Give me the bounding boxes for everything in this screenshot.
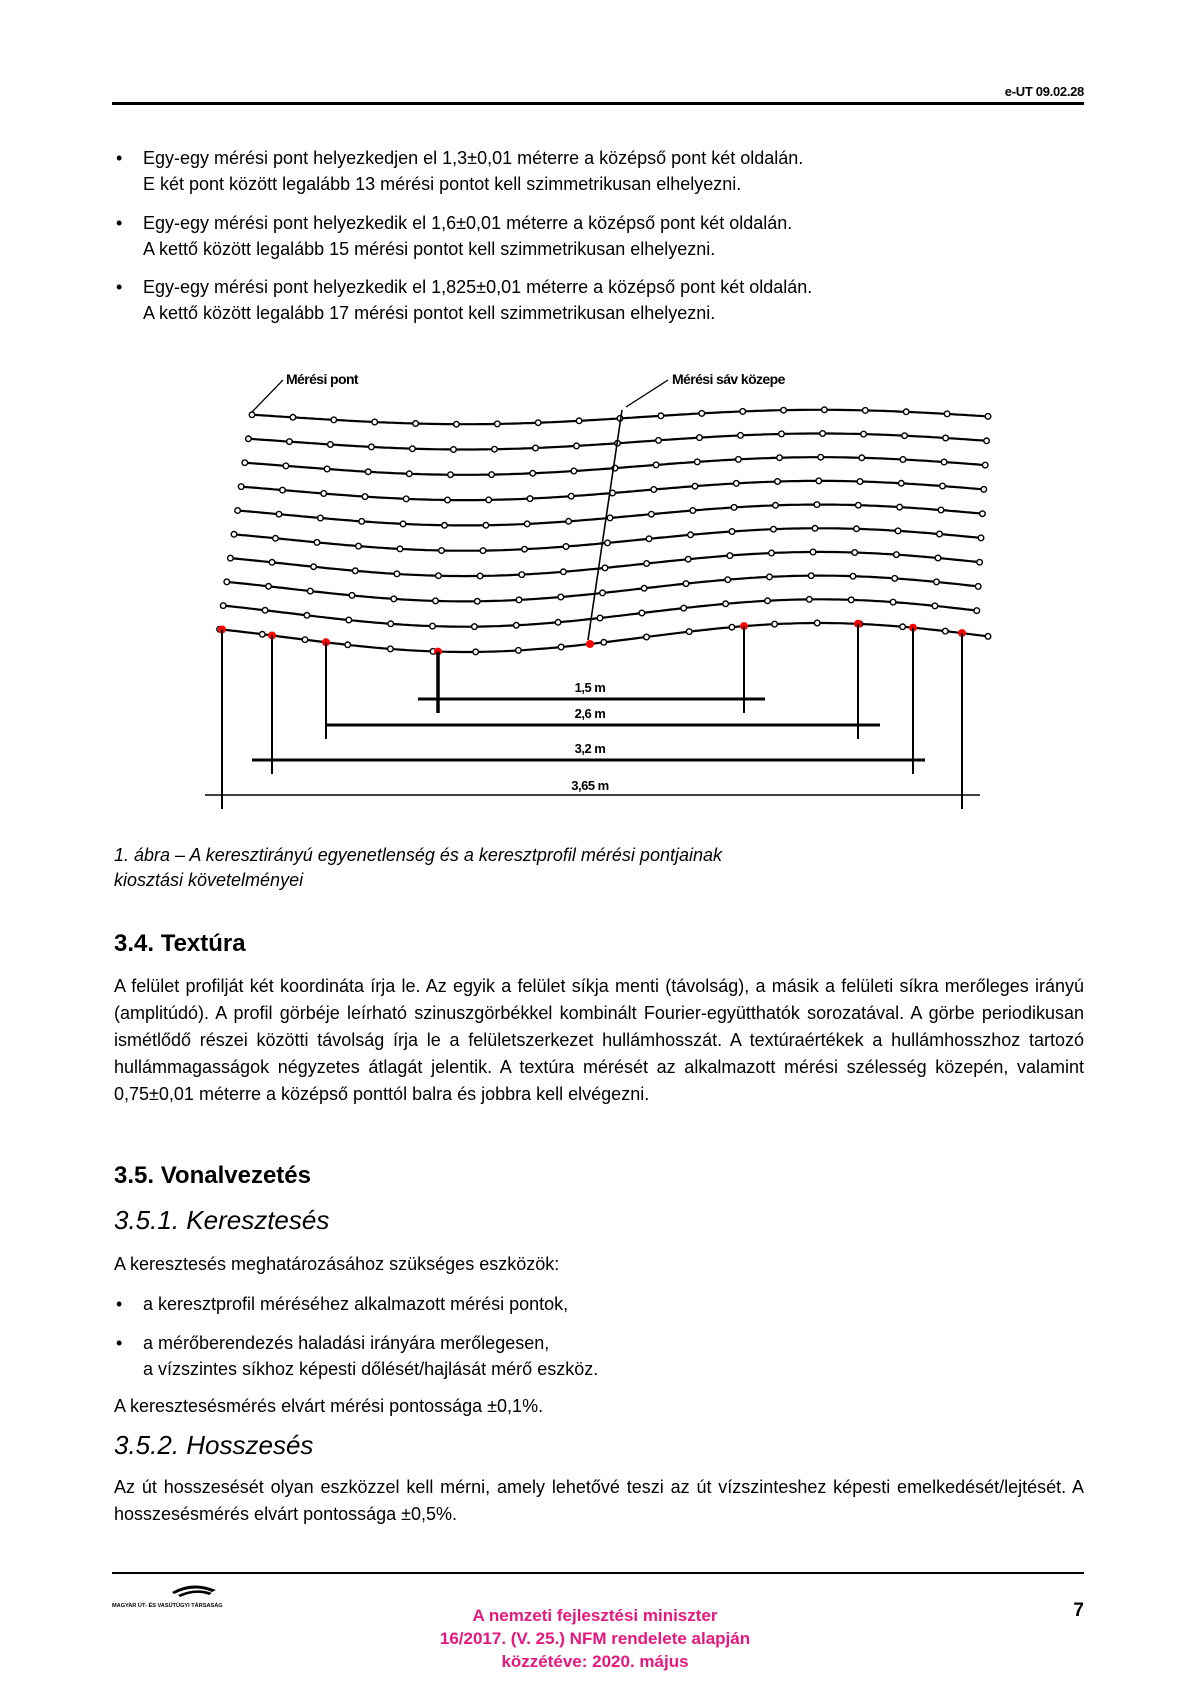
measuring-point [812,526,818,532]
measuring-point [276,511,282,517]
measuring-point [260,632,266,638]
crossfall-accuracy: A keresztesésmérés elvárt mérési pontossága ±0,1%. [114,1396,544,1416]
measuring-point [779,431,785,437]
measuring-point [266,584,272,590]
measuring-point [981,487,987,493]
measuring-point [524,521,530,527]
measuring-point [985,414,991,420]
measuring-point [731,505,737,511]
subsection-title-crossfall: 3.5.1. Keresztesés [114,1205,330,1235]
measuring-point [646,536,652,542]
measuring-point [324,466,330,472]
measuring-point [311,564,317,570]
measuring-point [304,613,310,619]
measuring-point [514,623,520,629]
measuring-point [695,459,701,465]
measuring-point [814,502,820,508]
measuring-point [302,637,308,643]
measuring-point [985,634,991,640]
measuring-point [861,431,867,437]
measuring-point [781,407,787,413]
footer-rule [112,1572,1084,1574]
svg-text:MAGYAR ÚT- ÉS VASÚTÜGYI TÁRSAS: MAGYAR ÚT- ÉS VASÚTÜGYI TÁRSASÁG [112,1603,223,1609]
measuring-point [729,529,735,535]
measuring-point [436,573,442,579]
dimension-label: 2,6 m [574,706,606,721]
texture-paragraph: A felület profilját két koordináta írja le. Az egyik a felület síkja menti (távolság), a másik a felületi síkra merőleges irányú (amplitúdó). A profil görbéje leírható szinuszgörbékkel kombinált Fourier-együtthatók sorozatával. A görbe periodikusan ismétlődő részei közötti távolság írja le a felületszerkezet hullámhosszát. A textúraértékek a hullámhosszhoz tartozó hullámmagasságok négyzetes átlagát jelentik. A textúra mérését az alkalmazott mérési szélesség közepén, valamint 0,75±0,01 méterre a középső ponttól balra és jobbra kell elvégezni. [114,976,1084,1104]
measuring-point [649,511,655,517]
measuring-point [492,446,498,452]
measuring-point [477,573,483,579]
measuring-point [489,472,495,478]
measuring-point [775,479,781,485]
measuring-point [527,496,533,502]
measuring-point [410,446,416,452]
measuring-point [699,411,705,417]
measuring-point [685,556,691,562]
measuring-point [814,620,820,626]
measuring-point [727,553,733,559]
measuring-point [602,565,608,571]
section-title-alignment: 3.5. Vonalvezetés [114,1162,311,1189]
subsection-title-longitudinal-slope: 3.5.2. Hosszesés [114,1430,314,1460]
measuring-point [442,523,448,529]
measuring-point [246,436,252,442]
measuring-point [495,421,501,427]
dimension-label: 3,65 m [571,778,609,793]
selected-measuring-point [586,640,594,648]
measuring-point [308,588,314,594]
list-item: • Egy-egy mérési pont helyezkedik el 1,825±0,01 méterre a középső pont két oldalán. A kettő között legalább 17 mérési pontot kell szimmetrikusan elhelyezni. [116,277,813,323]
measuring-point [941,459,947,465]
measuring-point [773,503,779,509]
measuring-point [725,577,731,583]
measuring-point [475,599,481,605]
measuring-point [242,460,248,466]
measuring-point [331,417,337,423]
measuring-point [820,431,826,437]
longitudinal-slope-paragraph: Az út hosszesését olyan eszközzel kell mérni, amely lehetővé teszi az út vízszinteshez képesti emelkedését/lejtését. A hosszesésmérés elvárt pontossága ±0,5%. [114,1477,1084,1524]
measuring-point [688,532,694,538]
measuring-point [605,540,611,546]
measuring-point [519,572,525,578]
measuring-point [346,617,352,623]
measuring-point [273,536,279,542]
measuring-point [938,507,944,513]
measuring-point [349,593,355,599]
measuring-point [974,608,980,614]
measuring-point [397,546,403,552]
measuring-point [472,624,478,630]
measuring-point [249,412,255,418]
measuring-point [975,584,981,590]
measuring-point [318,515,324,521]
measuring-point [900,624,906,630]
measuring-point [943,628,949,634]
measuring-point [944,411,950,417]
measuring-point [600,590,606,596]
measuring-point [736,457,742,463]
measuring-point [566,519,572,525]
measuring-point [597,615,603,621]
measuring-point [900,457,906,463]
measuring-point [345,642,351,648]
document-code: e-UT 09.02.28 [1004,84,1084,99]
measuring-point [651,487,657,493]
measuring-point [980,511,986,517]
measuring-point [473,649,479,655]
measuring-point [439,548,445,554]
measuring-point [856,502,862,508]
measuring-point [850,573,856,579]
measuring-point [808,573,814,579]
measuring-point [734,481,740,487]
measuring-point [407,471,413,477]
measuring-point [810,549,816,555]
page-number: 7 [1073,1600,1084,1621]
measuring-point [769,550,775,556]
measuring-point [639,610,645,616]
measuring-point [848,597,854,603]
strip-center-label: Mérési sáv közepe [672,371,785,387]
measuring-point [228,555,234,561]
measuring-point [558,594,564,600]
measuring-point [558,644,564,650]
measuring-point [231,532,237,538]
measuring-point [644,634,650,640]
measuring-point [451,447,457,453]
measuring-point [235,508,241,514]
list-item: • a mérőberendezés haladási irányára merőlegesen, a vízszintes síkhoz képesti dőlését/hajlását mérő eszköz. [116,1333,599,1379]
measuring-point [262,608,268,614]
measuring-point [683,581,689,587]
measuring-point [483,523,489,529]
measuring-point [692,483,698,489]
measuring-point [658,413,664,419]
measuring-point [454,421,460,427]
measuring-point [369,444,375,450]
measuring-point [771,526,777,532]
measuring-point [852,550,858,556]
measuring-point [937,531,943,537]
measuring-point [372,419,378,425]
measuring-point [977,559,983,565]
measuring-point [899,481,905,487]
measuring-point [601,640,607,646]
measuring-point [641,586,647,592]
measuring-point [644,561,650,567]
measuring-point [555,620,561,626]
measuring-point [563,544,569,550]
measuring-point [574,443,580,449]
measuring-point [729,624,735,630]
measuring-point [897,504,903,510]
profile-line [234,528,978,550]
measuring-point [522,546,528,552]
measuring-point [321,491,327,497]
list-item: • a keresztprofil méréséhez alkalmazott mérési pontok, [116,1294,569,1314]
measuring-point [394,571,400,577]
measuring-point [516,597,522,603]
measuring-point [772,621,778,627]
measuring-point [430,623,436,629]
measuring-point [220,603,226,609]
measuring-point [984,438,990,444]
measuring-point [238,484,244,490]
measuring-point [894,552,900,558]
measuring-point [283,463,289,469]
measurement-points-figure [0,0,1190,840]
measuring-point [934,579,940,585]
measuring-point [697,435,703,441]
measuring-point [328,442,334,448]
measuring-point [290,415,296,421]
measuring-point [433,598,439,604]
measuring-point [533,445,539,451]
measuring-point [571,468,577,474]
measuring-point [686,629,692,635]
measuring-point [859,455,865,461]
measuring-point [818,454,824,460]
crossfall-intro: A keresztesés meghatározásához szükséges eszközök: [114,1254,560,1274]
measuring-point [388,646,394,652]
measuring-point [400,521,406,527]
measuring-point [413,421,419,427]
measuring-point [448,472,454,478]
profile-line [220,623,988,652]
measuring-point [353,568,359,574]
measuring-point [777,455,783,461]
measuring-point [765,598,771,604]
measuring-point [943,435,949,441]
measuring-point [362,494,368,500]
measuring-point [902,433,908,439]
dimension-label: 3,2 m [574,741,606,756]
measuring-point [656,438,662,444]
measuring-point [365,469,371,475]
list-item: • Egy-egy mérési pont helyezkedik el 1,6±0,01 méterre a középső pont két oldalán. A kettő között legalább 15 mérési pontot kell szimmetrikusan elhelyezni. [116,213,793,259]
measuring-point [568,493,574,499]
measuring-point [681,605,687,611]
measuring-point [359,519,365,525]
measuring-point [723,601,729,607]
measuring-point [516,648,522,654]
measuring-point [224,579,230,585]
measuring-point [269,560,275,566]
measuring-point [935,555,941,561]
measuring-point [356,543,362,549]
measuring-point [863,408,869,414]
measuring-point [857,479,863,485]
measuring-point [854,526,860,532]
measuring-point [391,596,397,602]
list-item: • Egy-egy mérési pont helyezkedjen el 1,3±0,01 méterre a középső pont két oldalán. E két pont között legalább 13 mérési pontot kell szimmetrikusan elhelyezni. [116,148,804,194]
measuring-point [738,433,744,439]
measuring-point [287,439,293,445]
profile-line [227,576,975,602]
measuring-point [561,569,567,575]
dimension-label: 1,5 m [574,680,606,695]
measuring-point [445,497,451,503]
measuring-point [653,462,659,468]
measuring-point [932,603,938,609]
measuring-point [982,462,988,468]
measuring-point [822,407,828,413]
measuring-point [280,487,286,493]
measuring-point [807,597,813,603]
measuring-point [607,515,613,521]
measuring-point [314,540,320,546]
measuring-point [903,409,909,415]
measuring-point [940,483,946,489]
measuring-point [576,418,582,424]
publication-notice: A nemzeti fejlesztési miniszter 16/2017. (V. 25.) NFM rendelete alapján közzétéve: 2020. május [439,1606,751,1671]
profile-line [230,552,978,576]
measuring-point [892,576,898,582]
section-title-texture: 3.4. Textúra [114,930,246,957]
measuring-point [690,508,696,514]
measuring-point [535,420,541,426]
measuring-point [403,496,409,502]
measuring-point-label: Mérési pont [286,371,358,387]
measuring-point [978,535,984,541]
measuring-point [388,621,394,627]
measuring-point [895,528,901,534]
measuring-point [816,478,822,484]
figure-caption: 1. ábra – A keresztirányú egyenetlenség és a keresztprofil mérési pontjainak kiosztási követelményei [114,845,722,890]
measuring-point [890,599,896,605]
measuring-point [740,409,746,415]
measuring-point [480,548,486,554]
measuring-point [486,497,492,503]
measuring-point [767,574,773,580]
measuring-point [530,471,536,477]
